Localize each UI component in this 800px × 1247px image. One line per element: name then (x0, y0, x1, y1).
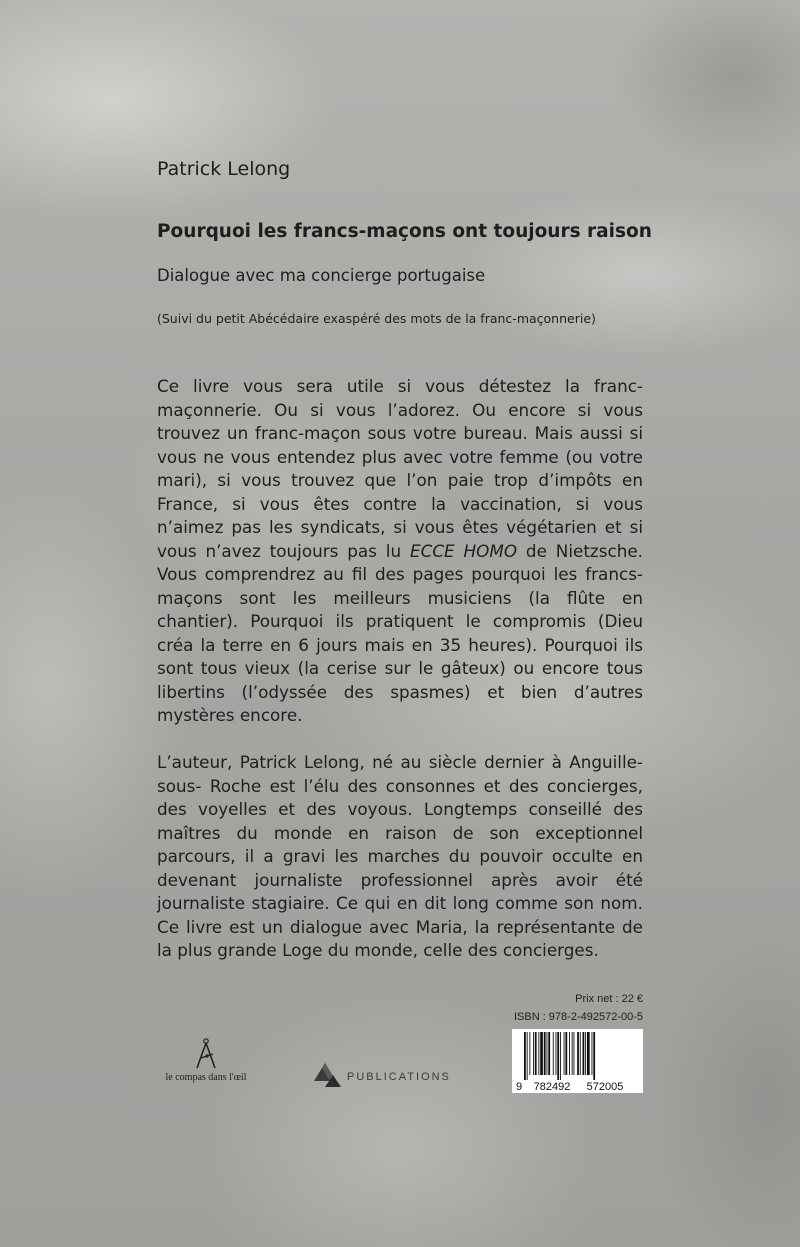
barcode-bar (564, 1032, 565, 1075)
barcode-bar (527, 1032, 528, 1080)
barcode-bar (583, 1032, 585, 1075)
book-subtitle: Dialogue avec ma concierge portugaise (157, 266, 486, 285)
publications-label: PUBLICATIONS (347, 1071, 451, 1083)
barcode-bar (547, 1032, 548, 1075)
barcode-bar (529, 1032, 530, 1075)
publisher-name: le compas dans l'œil (165, 1072, 247, 1083)
barcode-bar (538, 1032, 539, 1075)
barcode-bar (565, 1032, 567, 1075)
barcode-bar (572, 1032, 573, 1075)
barcode-bar (577, 1032, 579, 1075)
blurb-paragraph (157, 375, 643, 728)
barcode-bar (569, 1032, 570, 1075)
book-title: Pourquoi les francs-maçons ont toujours raison (157, 221, 652, 242)
publications-logo (312, 1061, 472, 1091)
author-name: Patrick Lelong (157, 158, 291, 180)
barcode-bar (593, 1032, 595, 1080)
barcode-bar (524, 1032, 526, 1080)
barcode-bar (533, 1032, 534, 1075)
publisher-logo (156, 1036, 256, 1096)
blurb-text-end: de Nietzsche. Vous comprendrez au fil des pages pourquoi les francs-maçons sont les meilleurs musiciens (la flûte en chantier). Pourquoi ils pratiquent le compromis (Dieu créa la terre en 6 jours mais en 35 heures). Pourquoi ils sont tous vieux (la cerise sur le gâteux) ou encore tous libertins (l’odyssée des spasmes) et bien d’autres mystères encore. (157, 540, 643, 725)
barcode-bar (592, 1032, 593, 1075)
barcode-bars (524, 1032, 595, 1080)
about-author-paragraph: L’auteur, Patrick Lelong, né au siècle dernier à Anguille-sous- Roche est l’élu des consonnes et des concierges, des voyelles et des voyous. Longtemps conseillé des maîtres du monde en raison de son exceptionnel parcours, il a gravi les marches du pouvoir occulte en devenant journaliste professionnel après avoir été journaliste stagiaire. Ce qui en dit long comme son nom. Ce livre est un dialogue avec Maria, la représentante de la plus grande Loge du monde, celle des concierges. (157, 752, 643, 960)
compass-icon (156, 1036, 256, 1072)
barcode-graphic (512, 1029, 643, 1093)
barcode-lead-digit: 9 (516, 1081, 523, 1093)
price-label: Prix net : 22 € (575, 993, 643, 1005)
barcode (512, 1029, 643, 1093)
isbn-label: ISBN : 978-2-492572-00-5 (513, 1011, 643, 1023)
barcode-bar (585, 1032, 586, 1075)
barcode-bar (587, 1032, 590, 1075)
barcode-bar (535, 1032, 537, 1075)
subtitle-note: (Suivi du petit Abécédaire exaspéré des mots de la franc-maçonnerie) (157, 311, 596, 326)
blurb-text-start: Ce livre vous sera utile si vous détestez la franc-maçonnerie. Ou si vous l’adorez. Ou encore si vous trouvez un franc-maçon sous votre bureau. Mais aussi si vous ne vous entendez plus avec votre femme (ou votre mari), si vous trouvez que l’on paie trop d’impôts en France, si vous êtes contre la vaccination, si vous n’aimez pas les syndicats, si vous êtes végétarien et si vous n’avez toujours pas lu (157, 376, 643, 561)
barcode-bar (553, 1032, 554, 1075)
barcode-bar (544, 1032, 546, 1075)
barcode-bar (574, 1032, 575, 1075)
barcode-bar (540, 1032, 543, 1075)
barcode-right-digits: 572005 (586, 1081, 624, 1093)
barcode-bar (580, 1032, 581, 1075)
blurb-italic-title: ECCE HOMO (410, 540, 518, 561)
barcode-bar (557, 1032, 559, 1080)
barcode-bar (560, 1032, 561, 1080)
barcode-bar (556, 1032, 557, 1075)
pyramid-icon (312, 1061, 344, 1089)
barcode-bar (548, 1032, 550, 1075)
barcode-left-digits: 782492 (533, 1081, 571, 1093)
